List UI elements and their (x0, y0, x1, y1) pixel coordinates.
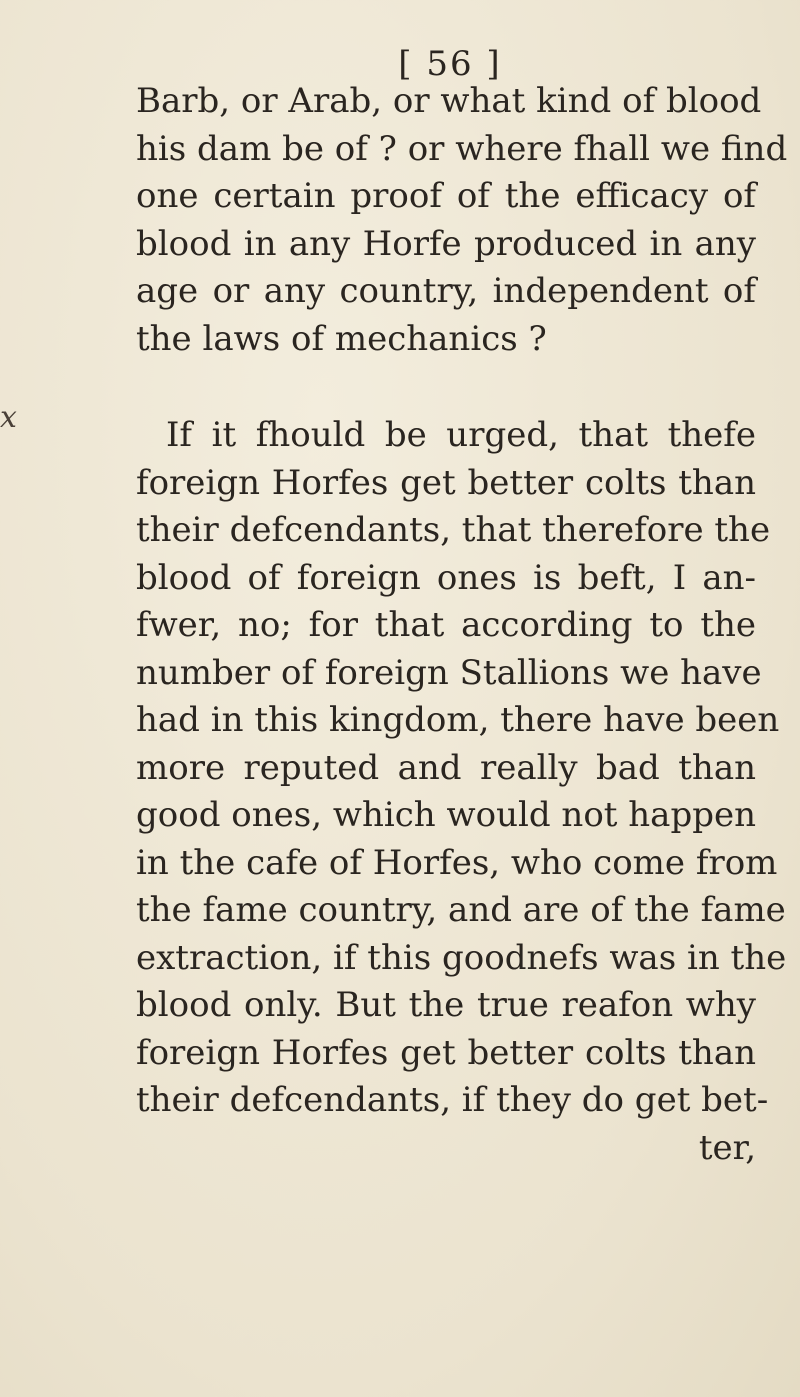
paragraph-2 (136, 412, 787, 1172)
text-line: their defcendants, that therefore the (136, 510, 771, 550)
body-text (136, 78, 788, 1172)
text-line: their defcendants, if they do get bet- (136, 1080, 769, 1120)
page-number: [ 56 ] (398, 44, 502, 84)
text-line: blood only. But the true reafon why (136, 985, 756, 1025)
text-line: age or any country, independent of (136, 271, 756, 311)
text-line: in the cafe of Horfes, who come from (136, 842, 778, 883)
text-line: his dam be of ? or where fhall we find (136, 128, 788, 169)
text-line: ter, (698, 1127, 756, 1168)
text-line: blood of foreign ones is beft, I an- (136, 557, 756, 598)
text-line: foreign Horfes get better colts than (136, 462, 756, 503)
text-line: more reputed and really bad than (136, 747, 756, 788)
text-line: fwer, no; for that according to the (136, 605, 756, 645)
margin-annotation: x (0, 400, 17, 435)
text-line: one certain proof of the efficacy of (136, 176, 756, 216)
text-line: If it fhould be urged, that thefe (166, 415, 756, 455)
text-line: the fame country, and are of the fame (136, 890, 786, 930)
text-line: number of foreign Stallions we have (136, 652, 762, 693)
text-line: had in this kingdom, there have been (136, 700, 780, 740)
text-line: the laws of mechanics ? (136, 318, 547, 359)
paragraph-1 (136, 78, 788, 363)
text-line: blood in any Horfe produced in any (136, 223, 756, 264)
text-line: foreign Horfes get better colts than (136, 1032, 756, 1073)
text-line: Barb, or Arab, or what kind of blood (136, 81, 762, 121)
text-line: good ones, which would not happen (136, 795, 756, 835)
text-line: extraction, if this goodnefs was in the (136, 937, 787, 978)
